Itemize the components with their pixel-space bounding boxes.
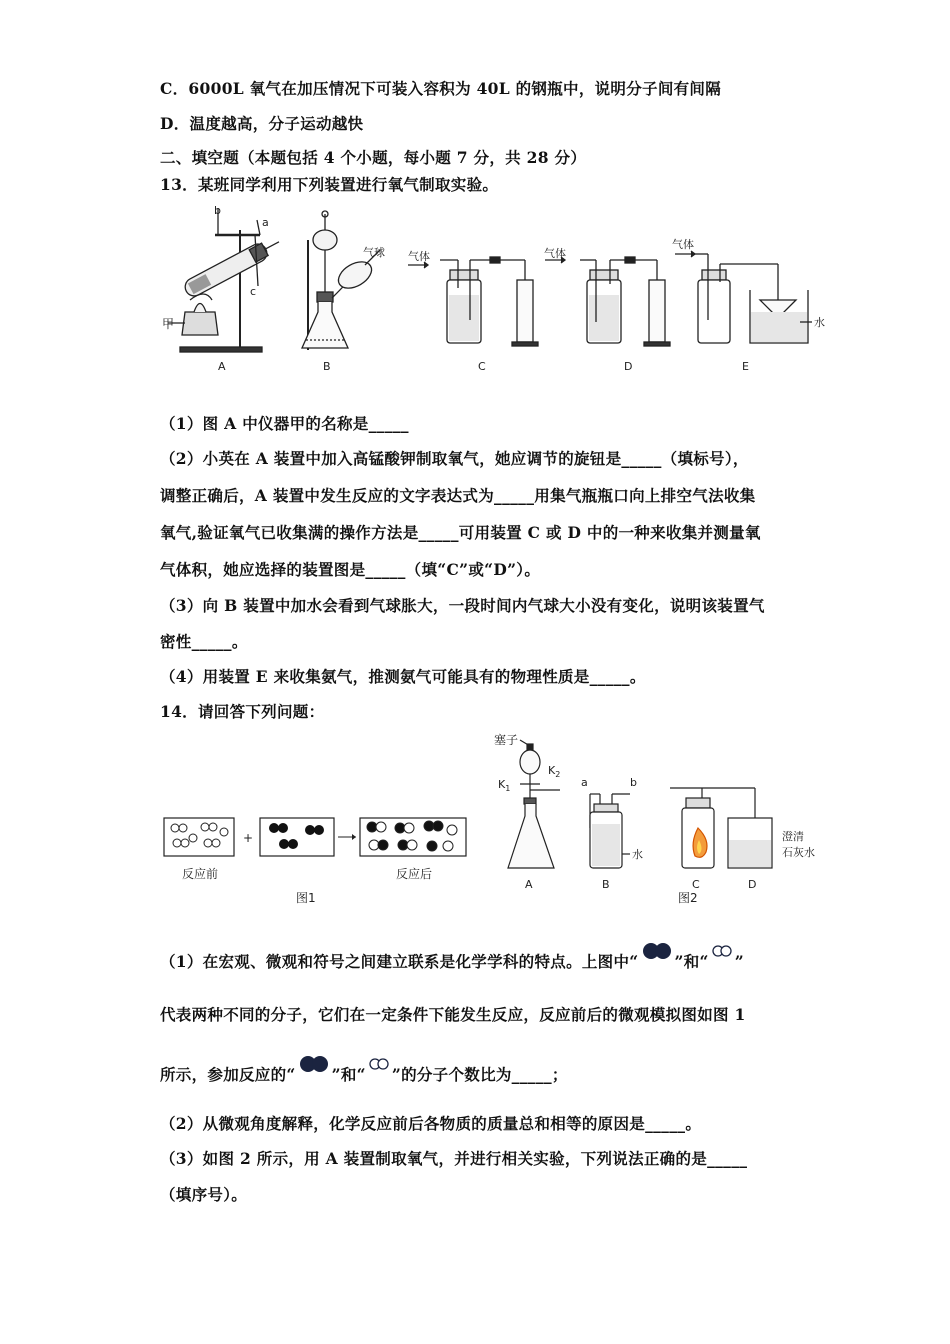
q14-p2: （2）从微观角度解释，化学反应前后各物质的质量总和相等的原因是_____。 bbox=[160, 1114, 702, 1133]
label-balloon: 气球 bbox=[363, 246, 385, 259]
fig1-before: 反应前 bbox=[182, 867, 219, 881]
fig2-caption-a: A bbox=[525, 878, 533, 891]
fig2-apparatus-c bbox=[670, 788, 772, 868]
q14-p1-l2: 代表两种不同的分子，它们在一定条件下能发生反应，反应前后的微观模拟图如图 1 bbox=[160, 1005, 746, 1024]
q13-p3-l2: 密性_____。 bbox=[160, 632, 248, 651]
q14-p3-l2: （填序号）。 bbox=[160, 1185, 248, 1204]
fig2-k2-letter: K bbox=[548, 764, 556, 777]
fig2-caption: 图2 bbox=[678, 891, 698, 905]
apparatus-a bbox=[168, 208, 283, 352]
fig2-stopper: 塞子 bbox=[494, 733, 519, 747]
q13-stem: 13．某班同学利用下列装置进行氧气制取实验。 bbox=[160, 175, 499, 194]
fig2-a: a bbox=[581, 776, 588, 789]
option-d: D．温度越高，分子运动越快 bbox=[160, 114, 364, 133]
fig2-caption-c: C bbox=[692, 878, 700, 891]
q14-p1-l3-a: 所示，参加反应的“ bbox=[160, 1065, 296, 1084]
black-molecule-icon bbox=[296, 1052, 332, 1076]
q13-p2-l4: 气体积，她应选择的装置图是_____（填“C”或“D”）。 bbox=[160, 560, 541, 579]
q13-p2-l2: 调整正确后，A 装置中发生反应的文字表达式为_____用集气瓶瓶口向上排空气法收集 bbox=[160, 486, 756, 505]
apparatus-c bbox=[408, 257, 538, 346]
fig2-apparatus-b bbox=[590, 794, 630, 868]
label-jia: 甲 bbox=[162, 317, 175, 331]
fig2-limewater-1: 澄清 bbox=[782, 830, 804, 843]
apparatus-e bbox=[675, 251, 812, 343]
fig2-k2-sub: 2 bbox=[555, 770, 561, 779]
white-molecule-icon bbox=[366, 1054, 392, 1074]
caption-e: E bbox=[742, 360, 749, 373]
q14-stem: 14．请回答下列问题： bbox=[160, 702, 325, 721]
q13-p2-l3: 氧气,验证氧气已收集满的操作方法是_____可用装置 C 或 D 中的一种来收集并测量氧 bbox=[160, 523, 761, 542]
plus-sign: + bbox=[243, 831, 254, 845]
fig1-after: 反应后 bbox=[396, 867, 433, 881]
q14-p1-l1-c: ” bbox=[734, 952, 744, 971]
caption-c: C bbox=[478, 360, 486, 373]
label-gas-e: 气体 bbox=[672, 238, 694, 251]
caption-a: A bbox=[218, 360, 226, 373]
label-c: c bbox=[250, 285, 257, 298]
caption-b: B bbox=[323, 360, 331, 373]
q13-p2-l1: （2）小英在 A 装置中加入高锰酸钾制取氧气，她应调节的旋钮是_____（填标号）， bbox=[160, 449, 749, 468]
fig1-caption: 图1 bbox=[296, 891, 316, 905]
black-molecule-icon bbox=[639, 939, 675, 963]
label-gas-d: 气体 bbox=[544, 247, 566, 260]
apparatus-d bbox=[545, 257, 670, 346]
fig2-caption-d: D bbox=[748, 878, 757, 891]
q14-p1-l3-b: ”和“ bbox=[331, 1065, 366, 1084]
caption-d: D bbox=[624, 360, 633, 373]
fig2-caption-b: B bbox=[602, 878, 610, 891]
q14-figure-2 bbox=[490, 728, 830, 908]
q14-p1-l1-b: ”和“ bbox=[674, 952, 709, 971]
label-b: b bbox=[214, 204, 221, 217]
q13-p1: （1）图 A 中仪器甲的名称是_____ bbox=[160, 414, 409, 433]
q14-p1-l3 bbox=[160, 1063, 568, 1088]
fig2-k1 bbox=[498, 778, 510, 793]
fig2-limewater-2: 石灰水 bbox=[782, 846, 815, 859]
fig2-water: 水 bbox=[632, 848, 643, 861]
fig2-b: b bbox=[630, 776, 637, 789]
fig2-k1-letter: K bbox=[498, 778, 506, 791]
label-water-e: 水 bbox=[814, 316, 825, 329]
q14-p1-l1-a: （1）在宏观、微观和符号之间建立联系是化学学科的特点。上图中“ bbox=[160, 952, 639, 971]
apparatus-b bbox=[302, 211, 380, 350]
fig2-k1-sub: 1 bbox=[505, 784, 511, 793]
q14-p1-l1 bbox=[160, 950, 744, 975]
q13-p4: （4）用装置 E 来收集氨气，推测氨气可能具有的物理性质是_____。 bbox=[160, 667, 646, 686]
label-a: a bbox=[262, 216, 269, 229]
label-gas-c: 气体 bbox=[408, 250, 430, 263]
q14-figure-1 bbox=[160, 808, 480, 908]
q14-p1-l3-c: ”的分子个数比为_____； bbox=[391, 1065, 568, 1084]
q14-p3-l1: （3）如图 2 所示，用 A 装置制取氧气，并进行相关实验，下列说法正确的是_____ bbox=[160, 1149, 748, 1168]
fig2-k2 bbox=[548, 764, 560, 779]
section-title: 二、填空题（本题包括 4 个小题，每小题 7 分，共 28 分） bbox=[160, 148, 587, 167]
option-c: C．6000L 氧气在加压情况下可装入容积为 40L 的钢瓶中，说明分子间有间隔 bbox=[160, 79, 722, 98]
fig2-apparatus-a bbox=[508, 740, 560, 868]
white-molecule-icon bbox=[709, 941, 735, 961]
q13-apparatus-figure bbox=[160, 200, 840, 380]
q13-p3-l1: （3）向 B 装置中加水会看到气球胀大，一段时间内气球大小没有变化，说明该装置气 bbox=[160, 596, 765, 615]
